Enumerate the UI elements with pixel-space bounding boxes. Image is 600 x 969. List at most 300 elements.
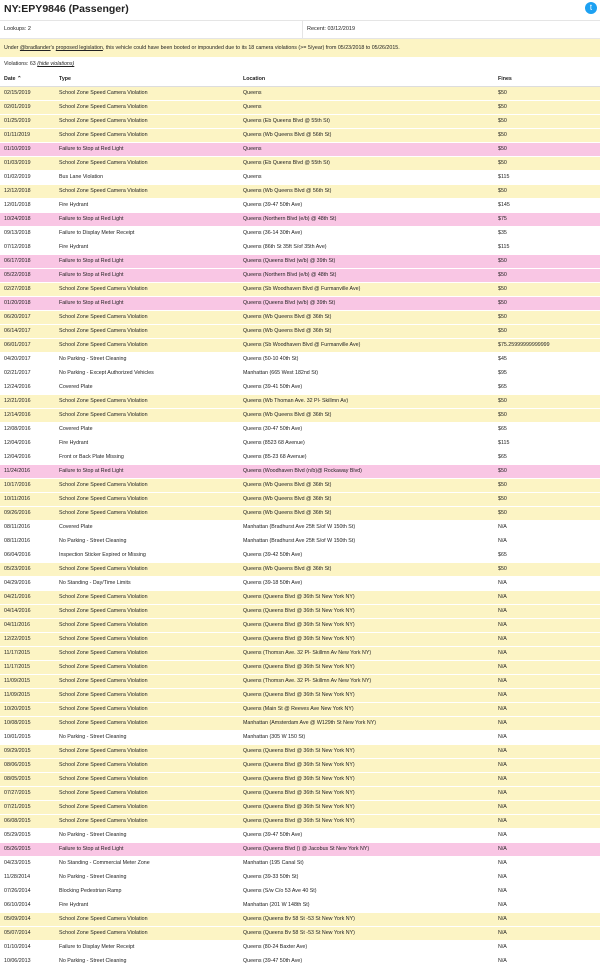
location-cell: Queens (Queens Blvd @ 36th St New York NY)	[243, 790, 355, 796]
notice-prefix: Under	[4, 45, 20, 51]
type-cell: Covered Plate	[59, 384, 93, 390]
fine-cell: $65	[498, 426, 507, 432]
table-row	[0, 647, 600, 661]
location-cell: Queens (Sb Woodhaven Blvd @ Furmanville Ave)	[243, 286, 361, 292]
fine-cell: $65	[498, 454, 507, 460]
location-cell: Manhattan (305 W 150 St)	[243, 734, 306, 740]
table-row	[0, 479, 600, 493]
location-cell: Queens (39-42 50th Ave)	[243, 552, 303, 558]
table-row	[0, 703, 600, 717]
type-cell: School Zone Speed Camera Violation	[59, 818, 148, 824]
type-cell: No Standing - Commercial Meter Zone	[59, 860, 150, 866]
location-cell: Queens (Queens Blvd @ 36th St New York NY)	[243, 608, 355, 614]
location-cell: Queens (39-47 50th Ave)	[243, 202, 303, 208]
location-cell: Queens (Queens Bv 58 St -53 St New York NY)	[243, 930, 355, 936]
location-cell: Queens (Wb Queens Blvd @ 36th St)	[243, 566, 332, 572]
date-cell: 08/05/2015	[4, 776, 31, 782]
fine-cell: N/A	[498, 636, 507, 642]
fine-cell: $145	[498, 202, 510, 208]
fine-cell: $50	[498, 468, 507, 474]
hide-violations-link[interactable]: (hide violations)	[37, 61, 75, 67]
table-row	[0, 619, 600, 633]
date-cell: 11/09/2015	[4, 678, 31, 684]
location-cell: Manhattan (Bradhurst Ave 25ft S/of W 150th St)	[243, 524, 356, 530]
location-cell: Queens (39-33 50th St)	[243, 874, 299, 880]
location-cell: Queens (Wb Queens Blvd @ 56th St)	[243, 132, 332, 138]
fine-cell: N/A	[498, 622, 507, 628]
location-cell: Queens (Queens Blvd @ 36th St New York NY)	[243, 664, 355, 670]
location-cell: Queens (Eb Queens Blvd @ 55th St)	[243, 118, 330, 124]
location-cell: Queens	[243, 104, 262, 110]
fine-cell: $50	[498, 496, 507, 502]
date-cell: 02/15/2019	[4, 90, 31, 96]
type-cell: School Zone Speed Camera Violation	[59, 678, 148, 684]
type-cell: Fire Hydrant	[59, 244, 89, 250]
type-cell: Fire Hydrant	[59, 440, 89, 446]
type-cell: Failure to Stop at Red Light	[59, 216, 124, 222]
table-row	[0, 283, 600, 297]
fine-cell: $95	[498, 370, 507, 376]
table-row	[0, 297, 600, 311]
location-cell: Queens (Eb Queens Blvd @ 55th St)	[243, 160, 330, 166]
type-cell: Bus Lane Violation	[59, 174, 104, 180]
table-row	[0, 829, 600, 843]
location-cell: Queens (39-47 50th Ave)	[243, 832, 303, 838]
date-cell: 12/08/2016	[4, 426, 31, 432]
type-cell: No Parking - Street Cleaning	[59, 734, 127, 740]
date-cell: 04/29/2016	[4, 580, 31, 586]
location-cell: Queens	[243, 174, 262, 180]
lookups-count: Lookups: 2	[4, 26, 31, 32]
table-row	[0, 563, 600, 577]
date-cell: 07/26/2014	[4, 888, 31, 894]
type-cell: School Zone Speed Camera Violation	[59, 482, 148, 488]
type-cell: No Standing - Day/Time Limits	[59, 580, 131, 586]
type-cell: School Zone Speed Camera Violation	[59, 804, 148, 810]
fine-cell: N/A	[498, 720, 507, 726]
recent-date: Recent: 03/12/2019	[307, 26, 356, 32]
table-row	[0, 157, 600, 171]
table-row	[0, 577, 600, 591]
table-row	[0, 689, 600, 703]
date-cell: 05/22/2018	[4, 272, 31, 278]
table-row	[0, 423, 600, 437]
date-cell: 08/11/2016	[4, 538, 31, 544]
fine-cell: N/A	[498, 916, 507, 922]
table-row	[0, 255, 600, 269]
table-row	[0, 395, 600, 409]
type-cell: Failure to Stop at Red Light	[59, 468, 124, 474]
location-cell: Queens (Wb Queens Blvd @ 36th St)	[243, 496, 332, 502]
table-row	[0, 325, 600, 339]
type-cell: Inspection Sticker Expired or Missing	[59, 552, 146, 558]
type-cell: School Zone Speed Camera Violation	[59, 132, 148, 138]
location-cell: Queens (Thomsn Ave. 32 Pl- Skillmn Av New York NY)	[243, 678, 372, 684]
date-cell: 11/24/2016	[4, 468, 31, 474]
date-cell: 11/17/2015	[4, 664, 31, 670]
table-row	[0, 913, 600, 927]
fine-cell: $50	[498, 258, 507, 264]
date-cell: 08/06/2015	[4, 762, 31, 768]
date-cell: 02/01/2019	[4, 104, 31, 110]
date-cell: 09/26/2016	[4, 510, 31, 516]
type-cell: School Zone Speed Camera Violation	[59, 412, 148, 418]
type-cell: School Zone Speed Camera Violation	[59, 930, 148, 936]
fine-cell: $115	[498, 440, 510, 446]
fine-cell: $50	[498, 272, 507, 278]
date-cell: 12/22/2015	[4, 636, 31, 642]
date-cell: 09/29/2015	[4, 748, 31, 754]
table-row	[0, 451, 600, 465]
location-cell: Queens (Sb Woodhaven Blvd @ Furmanville Ave)	[243, 342, 361, 348]
fine-cell: N/A	[498, 678, 507, 684]
date-cell: 10/20/2015	[4, 706, 31, 712]
type-cell: No Parking - Except Authorized Vehicles	[59, 370, 154, 376]
fine-cell: $50	[498, 286, 507, 292]
type-cell: Covered Plate	[59, 524, 93, 530]
fine-cell: N/A	[498, 748, 507, 754]
table-row	[0, 339, 600, 353]
date-cell: 04/23/2015	[4, 860, 31, 866]
table-body	[0, 87, 600, 969]
date-cell: 07/12/2018	[4, 244, 31, 250]
type-cell: Failure to Stop at Red Light	[59, 146, 124, 152]
date-cell: 05/09/2014	[4, 916, 31, 922]
location-cell: Queens (Queens Blvd @ 36th St New York NY)	[243, 692, 355, 698]
fine-cell: N/A	[498, 790, 507, 796]
table-row	[0, 899, 600, 913]
date-cell: 12/14/2016	[4, 412, 31, 418]
date-cell: 04/20/2017	[4, 356, 31, 362]
type-cell: Front or Back Plate Missing	[59, 454, 124, 460]
date-cell: 01/02/2019	[4, 174, 31, 180]
fine-cell: N/A	[498, 776, 507, 782]
date-cell: 01/10/2019	[4, 146, 31, 152]
location-cell: Queens (39-18 50th Ave)	[243, 580, 303, 586]
type-cell: Blocking Pedestrian Ramp	[59, 888, 122, 894]
location-cell: Manhattan (Bradhurst Ave 25ft S/of W 150th St)	[243, 538, 356, 544]
location-cell: Queens (Wb Queens Blvd @ 36th St)	[243, 510, 332, 516]
type-cell: School Zone Speed Camera Violation	[59, 720, 148, 726]
fine-cell: $75	[498, 216, 507, 222]
type-cell: School Zone Speed Camera Violation	[59, 608, 148, 614]
date-cell: 12/04/2016	[4, 440, 31, 446]
location-cell: Queens (S/w C/o 53 Ave 40 St)	[243, 888, 317, 894]
date-cell: 05/07/2014	[4, 930, 31, 936]
date-cell: 05/29/2015	[4, 832, 31, 838]
fine-cell: N/A	[498, 860, 507, 866]
fine-cell: N/A	[498, 846, 507, 852]
type-cell: School Zone Speed Camera Violation	[59, 566, 148, 572]
date-cell: 06/17/2018	[4, 258, 31, 264]
type-cell: Failure to Stop at Red Light	[59, 258, 124, 264]
fine-cell: N/A	[498, 958, 507, 964]
fine-cell: $50	[498, 510, 507, 516]
location-cell: Queens (50-10 40th St)	[243, 356, 299, 362]
location-cell: Queens (Main St @ Reeves Ave New York NY)	[243, 706, 354, 712]
location-cell: Queens	[243, 146, 262, 152]
table-row	[0, 115, 600, 129]
type-cell: Failure to Display Meter Receipt	[59, 230, 135, 236]
table-row	[0, 143, 600, 157]
type-cell: School Zone Speed Camera Violation	[59, 188, 148, 194]
table-row	[0, 633, 600, 647]
fine-cell: N/A	[498, 650, 507, 656]
table-row	[0, 227, 600, 241]
page-title: NY:EPY9846 (Passenger)	[4, 3, 129, 15]
date-cell: 10/01/2015	[4, 734, 31, 740]
date-cell: 07/27/2015	[4, 790, 31, 796]
table-row	[0, 675, 600, 689]
table-row	[0, 367, 600, 381]
location-cell: Queens (Queens Blvd @ 36th St New York NY)	[243, 776, 355, 782]
fine-cell: N/A	[498, 930, 507, 936]
fine-cell: N/A	[498, 804, 507, 810]
fine-cell: N/A	[498, 762, 507, 768]
date-column-header[interactable]: Date ⌃	[4, 76, 22, 82]
table-row	[0, 661, 600, 675]
location-cell: Queens (Queens Blvd (w/b) @ 39th St)	[243, 258, 336, 264]
type-cell: Failure to Stop at Red Light	[59, 272, 124, 278]
location-column-header[interactable]: Location	[243, 76, 266, 82]
fine-cell: $45	[498, 356, 507, 362]
table-row	[0, 493, 600, 507]
table-row	[0, 521, 600, 535]
fine-cell: $65	[498, 552, 507, 558]
location-cell: Queens (Queens Blvd @ 36th St New York NY)	[243, 636, 355, 642]
type-cell: No Parking - Street Cleaning	[59, 874, 127, 880]
type-cell: School Zone Speed Camera Violation	[59, 496, 148, 502]
date-cell: 12/04/2016	[4, 454, 31, 460]
date-cell: 05/26/2015	[4, 846, 31, 852]
table-row	[0, 857, 600, 871]
fine-cell: N/A	[498, 594, 507, 600]
type-cell: No Parking - Street Cleaning	[59, 356, 127, 362]
location-cell: Queens (Queens Blvd @ 36th St New York NY)	[243, 804, 355, 810]
date-cell: 06/08/2015	[4, 818, 31, 824]
fine-cell: $50	[498, 90, 507, 96]
type-cell: No Parking - Street Cleaning	[59, 832, 127, 838]
table-row	[0, 381, 600, 395]
type-cell: School Zone Speed Camera Violation	[59, 664, 148, 670]
date-cell: 06/20/2017	[4, 314, 31, 320]
location-cell: Queens (Wb Queens Blvd @ 56th St)	[243, 188, 332, 194]
location-cell: Queens (36-14 30th Ave)	[243, 230, 303, 236]
location-cell: Queens (8523 68 Avenue)	[243, 440, 305, 446]
date-cell: 12/12/2018	[4, 188, 31, 194]
date-cell: 06/04/2016	[4, 552, 31, 558]
type-cell: School Zone Speed Camera Violation	[59, 104, 148, 110]
date-cell: 01/25/2019	[4, 118, 31, 124]
type-cell: No Parking - Street Cleaning	[59, 958, 127, 964]
fine-cell: $50	[498, 300, 507, 306]
table-row	[0, 409, 600, 423]
type-cell: School Zone Speed Camera Violation	[59, 90, 148, 96]
type-column-header[interactable]: Type	[59, 76, 71, 82]
date-cell: 08/11/2016	[4, 524, 31, 530]
table-row	[0, 171, 600, 185]
table-row	[0, 605, 600, 619]
fine-cell: $50	[498, 188, 507, 194]
table-row	[0, 185, 600, 199]
date-cell: 12/21/2016	[4, 398, 31, 404]
date-cell: 02/27/2018	[4, 286, 31, 292]
table-row	[0, 549, 600, 563]
type-cell: Fire Hydrant	[59, 902, 89, 908]
table-row	[0, 199, 600, 213]
fine-cell: N/A	[498, 832, 507, 838]
location-cell: Manhattan (201 W 148th St)	[243, 902, 310, 908]
location-cell: Queens (39-41 50th Ave)	[243, 384, 303, 390]
location-cell: Queens (30-47 50th Ave)	[243, 426, 303, 432]
fine-cell: $50	[498, 398, 507, 404]
violations-count: Violations: 63	[4, 61, 38, 67]
table-row	[0, 773, 600, 787]
location-cell: Queens (39-47 50th Ave)	[243, 958, 303, 964]
fine-cell: N/A	[498, 664, 507, 670]
location-cell: Queens (Queens Blvd () @ Jacobus St New York NY)	[243, 846, 370, 852]
fine-cell: N/A	[498, 524, 507, 530]
date-cell: 01/03/2019	[4, 160, 31, 166]
date-cell: 02/21/2017	[4, 370, 31, 376]
location-cell: Queens (80-24 Baxter Ave)	[243, 944, 308, 950]
location-cell: Manhattan (665 West 182nd St)	[243, 370, 318, 376]
table-row	[0, 241, 600, 255]
notice-text: , this vehicle could have been booted or impounded due to its 18 camera violations (>= 5/year) from 05/23/2018 to 05/26/2015.	[102, 45, 400, 51]
location-cell: Manhattan (195 Canal St)	[243, 860, 304, 866]
table-row	[0, 927, 600, 941]
table-row	[0, 843, 600, 857]
type-cell: Failure to Display Meter Receipt	[59, 944, 135, 950]
fine-cell: N/A	[498, 706, 507, 712]
type-cell: School Zone Speed Camera Violation	[59, 650, 148, 656]
location-cell: Queens (Woodhaven Blvd (n/b)@ Rockaway Blvd)	[243, 468, 362, 474]
table-row	[0, 731, 600, 745]
date-cell: 11/17/2015	[4, 650, 31, 656]
bradlander-link[interactable]: @bradlander	[19, 45, 51, 51]
date-cell: 01/11/2019	[4, 132, 31, 138]
date-cell: 06/10/2014	[4, 902, 31, 908]
type-cell: School Zone Speed Camera Violation	[59, 328, 148, 334]
date-cell: 10/08/2015	[4, 720, 31, 726]
stats-bar	[0, 20, 600, 39]
table-row	[0, 745, 600, 759]
table-row	[0, 955, 600, 969]
table-row	[0, 885, 600, 899]
fine-cell: N/A	[498, 874, 507, 880]
fines-column-header[interactable]: Fines	[498, 76, 512, 82]
fine-cell: N/A	[498, 888, 507, 894]
type-cell: School Zone Speed Camera Violation	[59, 160, 148, 166]
type-cell: School Zone Speed Camera Violation	[59, 776, 148, 782]
type-cell: School Zone Speed Camera Violation	[59, 342, 148, 348]
type-cell: No Parking - Street Cleaning	[59, 538, 127, 544]
type-cell: School Zone Speed Camera Violation	[59, 916, 148, 922]
date-cell: 11/28/2014	[4, 874, 31, 880]
legislation-link[interactable]: proposed legislation	[55, 45, 103, 51]
type-cell: Fire Hydrant	[59, 202, 89, 208]
fine-cell: N/A	[498, 538, 507, 544]
date-cell: 01/20/2018	[4, 300, 31, 306]
type-cell: School Zone Speed Camera Violation	[59, 622, 148, 628]
type-cell: School Zone Speed Camera Violation	[59, 636, 148, 642]
fine-cell: $50	[498, 482, 507, 488]
location-cell: Queens	[243, 90, 262, 96]
table-row	[0, 759, 600, 773]
violations-summary	[4, 61, 74, 67]
fine-cell: $115	[498, 244, 510, 250]
table-row	[0, 787, 600, 801]
date-cell: 10/06/2013	[4, 958, 31, 964]
date-cell: 10/17/2016	[4, 482, 31, 488]
fine-cell: N/A	[498, 902, 507, 908]
type-cell: School Zone Speed Camera Violation	[59, 692, 148, 698]
fine-cell: $50	[498, 132, 507, 138]
location-cell: Queens (Wb Queens Blvd @ 36th St)	[243, 328, 332, 334]
location-cell: Queens (Northern Blvd (e/b) @ 48th St)	[243, 216, 337, 222]
fine-cell: $50	[498, 118, 507, 124]
location-cell: Queens (Queens Blvd @ 36th St New York NY)	[243, 762, 355, 768]
location-cell: Queens (Northern Blvd (e/b) @ 48th St)	[243, 272, 337, 278]
twitter-icon[interactable]: t	[585, 2, 597, 14]
fine-cell: N/A	[498, 734, 507, 740]
date-cell: 11/09/2015	[4, 692, 31, 698]
fine-cell: $50	[498, 412, 507, 418]
fine-cell: N/A	[498, 818, 507, 824]
table-row	[0, 87, 600, 101]
location-cell: Queens (Wb Queens Blvd @ 36th St)	[243, 412, 332, 418]
fine-cell: $50	[498, 566, 507, 572]
fine-cell: $75.25999999999999	[498, 342, 550, 348]
location-cell: Queens (Queens Blvd @ 36th St New York NY)	[243, 622, 355, 628]
table-row	[0, 717, 600, 731]
type-cell: Failure to Stop at Red Light	[59, 846, 124, 852]
date-cell: 04/11/2016	[4, 622, 31, 628]
type-cell: School Zone Speed Camera Violation	[59, 510, 148, 516]
notice-mid: 's	[50, 45, 56, 51]
fine-cell: N/A	[498, 944, 507, 950]
table-row	[0, 815, 600, 829]
table-row	[0, 129, 600, 143]
location-cell: Queens (Queens Bv 58 St -53 St New York NY)	[243, 916, 355, 922]
date-cell: 06/01/2017	[4, 342, 31, 348]
table-row	[0, 269, 600, 283]
fine-cell: N/A	[498, 608, 507, 614]
type-cell: Covered Plate	[59, 426, 93, 432]
location-cell: Queens (Wb Queens Blvd @ 36th St)	[243, 482, 332, 488]
legislation-notice	[0, 39, 600, 57]
date-cell: 12/24/2016	[4, 384, 31, 390]
fine-cell: $65	[498, 384, 507, 390]
type-cell: School Zone Speed Camera Violation	[59, 286, 148, 292]
fine-cell: $50	[498, 104, 507, 110]
date-cell: 10/24/2018	[4, 216, 31, 222]
fine-cell: N/A	[498, 692, 507, 698]
violations-table	[0, 73, 600, 969]
location-cell: Queens (Wb Thoman Ave. 32 Pl- Skillmn Av)	[243, 398, 349, 404]
location-cell: Queens (Queens Blvd @ 36th St New York NY)	[243, 748, 355, 754]
location-cell: Queens (Queens Blvd @ 36th St New York NY)	[243, 594, 355, 600]
type-cell: School Zone Speed Camera Violation	[59, 762, 148, 768]
location-cell: Queens (86th St 35ft S/of 35th Ave)	[243, 244, 327, 250]
table-row	[0, 591, 600, 605]
date-cell: 09/13/2018	[4, 230, 31, 236]
fine-cell: N/A	[498, 580, 507, 586]
location-cell: Manhattan (Amsterdam Ave @ W129th St New York NY)	[243, 720, 377, 726]
date-cell: 12/01/2018	[4, 202, 31, 208]
type-cell: School Zone Speed Camera Violation	[59, 594, 148, 600]
location-cell: Queens (Queens Blvd @ 36th St New York NY)	[243, 818, 355, 824]
